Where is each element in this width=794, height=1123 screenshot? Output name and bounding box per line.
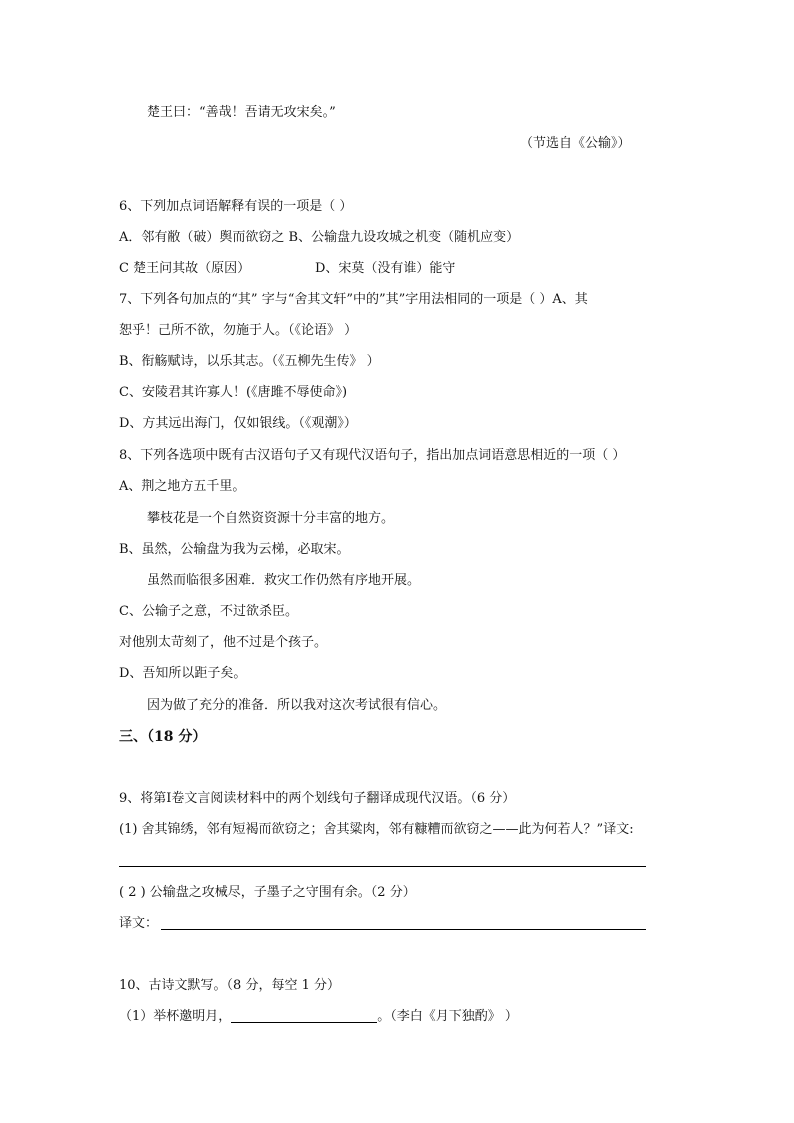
q9-sentence-1: (1) 舍其锦绣，邻有短褐而欲窃之；舍其粱肉，邻有糠糟而欲窃之——此为何若人？”译文: — [119, 822, 634, 837]
q7-option-a-cont: 恕乎！己所不欲，勿施于人。（《论语》 ） — [119, 323, 358, 338]
q10-item-1-suffix: 。（李白《月下独酌》 ） — [377, 1009, 518, 1024]
q9-answer-line-2[interactable] — [161, 929, 646, 930]
q8-option-d: D、吾知所以距子矣。 — [119, 666, 247, 681]
q7-option-c: C、安陵君其许寡人！(《唐雎不辱使命》) — [119, 385, 348, 400]
q10-blank-1[interactable] — [231, 1008, 377, 1023]
q8-option-d-modern: 因为做了充分的准备．所以我对这次考试很有信心。 — [147, 698, 447, 713]
q6-stem: 6、下列加点词语解释有误的一项是（ ） — [119, 199, 353, 214]
q9-stem: 9、将第Ⅰ卷文言阅读材料中的两个划线句子翻译成现代汉语。（6 分） — [119, 791, 516, 806]
q6-options-ab: A．邻有敝（破）舆而欲窃之 B、公输盘九设攻城之机变（随机应变） — [119, 230, 520, 245]
q6-option-d: D、宋莫（没有谁）能守 — [315, 261, 456, 276]
q9-sentence-2: ( 2 ) 公输盘之攻械尽，子墨子之守围有余。（2 分） — [119, 885, 416, 900]
q7-stem: 7、下列各句加点的“其” 字与“舍其文轩”中的”其”字用法相同的一项是（ ）A、其 — [119, 292, 588, 307]
q8-option-b-modern: 虽然而临很多困难．救灾工作仍然有序地开展。 — [147, 573, 421, 588]
q6-option-c: C 楚王问其故（原因） — [119, 261, 251, 276]
q10-item-1-prefix: （1）举杯邀明月， — [119, 1009, 232, 1024]
q8-option-a: A、荆之地方五千里。 — [119, 479, 246, 494]
q8-option-c-modern: 对他别太苛刻了，他不过是个孩子。 — [119, 635, 328, 650]
q8-option-b: B、虽然，公输盘为我为云梯，必取宋。 — [119, 542, 350, 557]
q7-option-b: B、衔觞赋诗，以乐其志。（《五柳先生传》 ） — [119, 354, 380, 369]
q10-item-1 — [119, 1008, 518, 1026]
passage-source: （节选自《公输》） — [520, 136, 631, 151]
q8-option-a-modern: 攀枝花是一个自然资资源十分丰富的地方。 — [147, 511, 395, 526]
q8-stem: 8、下列各选项中既有古汉语句子又有现代汉语句子，指出加点词语意思相近的一项（ ） — [119, 448, 626, 463]
q7-option-d: D、方其远出海门，仅如银线。（《观潮》） — [119, 416, 357, 431]
q9-translation-label: 译文： — [119, 916, 159, 931]
q8-option-c: C、公输子之意，不过欲杀臣。 — [119, 604, 298, 619]
q9-answer-line-1[interactable] — [119, 866, 646, 867]
section-3-heading: 三、（18 分） — [119, 729, 207, 745]
passage-quote: 楚王曰：“善哉！吾请无攻宋矣。” — [147, 105, 336, 120]
q10-stem: 10、古诗文默写。（8 分，每空 1 分） — [119, 978, 340, 993]
